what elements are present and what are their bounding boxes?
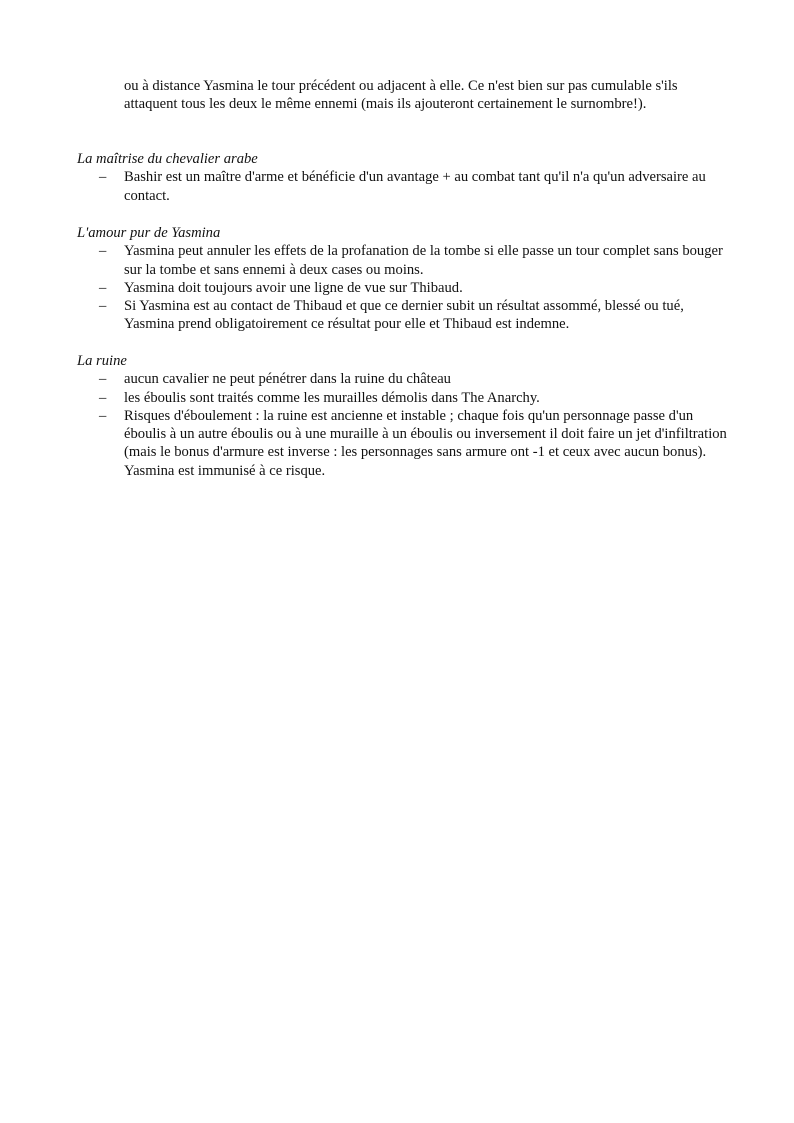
list-item xyxy=(77,297,730,334)
list-item xyxy=(77,168,730,205)
list-item-text: Bashir est un maître d'arme et bénéficie d'un avantage + au combat tant qu'il n'a qu'un adversaire au contact. xyxy=(124,169,706,204)
list-item xyxy=(77,407,730,480)
list-item-text: Si Yasmina est au contact de Thibaud et que ce dernier subit un résultat assommé, blessé ou tué, Yasmina prend obligatoirement ce résultat pour elle et Thibaud est indemne. xyxy=(124,298,684,333)
list-item xyxy=(77,389,730,407)
list-item-text: Risques d'éboulement : la ruine est ancienne et instable ; chaque fois qu'un personnage passe d'un éboulis à un autre éboulis ou à une muraille à un éboulis ou inversement il doit faire un jet d'infiltration (mais le bonus d'armure est inverse : les personnages sans armure ont -1 et ceux avec aucun bonus). Yasmina est immunisé à ce risque. xyxy=(124,407,727,479)
list-item xyxy=(77,279,730,297)
section-title: L'amour pur de Yasmina xyxy=(77,225,221,241)
section-title: La maîtrise du chevalier arabe xyxy=(77,151,258,167)
list-item-text: aucun cavalier ne peut pénétrer dans la ruine du château xyxy=(124,371,451,388)
dash-bullet: – xyxy=(99,243,107,260)
dash-bullet: – xyxy=(99,371,107,388)
section-amour-yasmina xyxy=(77,224,730,334)
list-item-text: Yasmina doit toujours avoir une ligne de vue sur Thibaud. xyxy=(124,279,463,296)
section-ruine xyxy=(77,352,730,480)
dash-bullet: – xyxy=(99,407,107,424)
list-item xyxy=(77,242,730,279)
dash-bullet: – xyxy=(99,298,107,315)
dash-bullet: – xyxy=(99,389,107,406)
rule-list xyxy=(77,168,730,205)
list-item xyxy=(77,370,730,388)
rule-list xyxy=(77,370,730,480)
section-title: La ruine xyxy=(77,353,127,369)
dash-bullet: – xyxy=(99,169,107,186)
continuation-paragraph: ou à distance Yasmina le tour précédent ou adjacent à elle. Ce n'est bien sur pas cumulable s'ils attaquent tous les deux le même ennemi (mais ils ajouteront certainement le surnombre!). xyxy=(124,78,678,113)
dash-bullet: – xyxy=(99,279,107,296)
list-item-text: les éboulis sont traités comme les murailles démolis dans The Anarchy. xyxy=(124,389,540,406)
rule-list xyxy=(77,242,730,333)
section-maitrise-chevalier xyxy=(77,150,730,205)
list-item-text: Yasmina peut annuler les effets de la profanation de la tombe si elle passe un tour complet sans bouger sur la tombe et sans ennemi à deux cases ou moins. xyxy=(124,243,723,278)
